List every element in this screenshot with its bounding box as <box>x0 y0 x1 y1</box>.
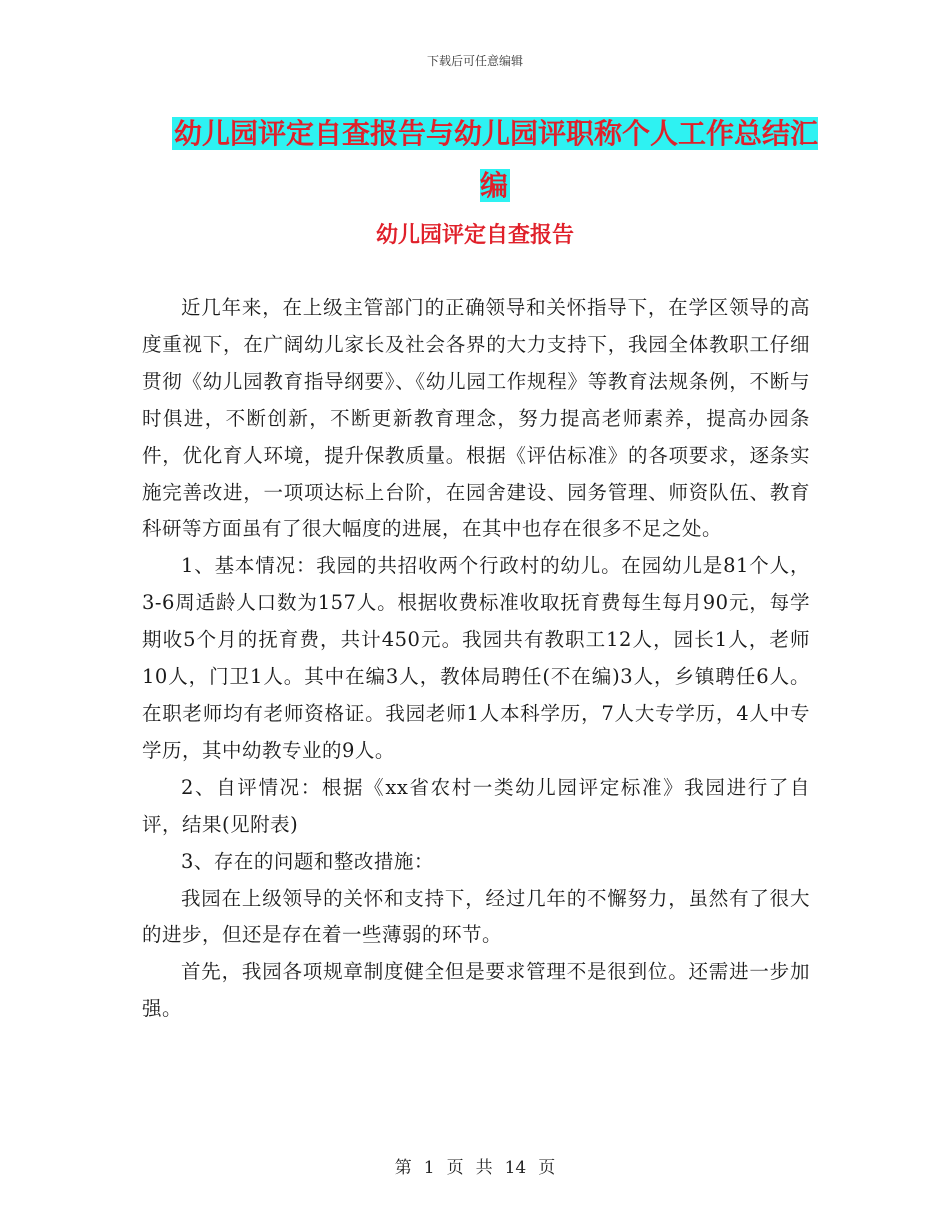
footer-page-number: 1 <box>423 1158 435 1178</box>
paragraph: 近几年来，在上级主管部门的正确领导和关怀指导下，在学区领导的高度重视下，在广阔幼儿家长及社会各界的大力支持下，我园全体教职工仔细贯彻《幼儿园教育指导纲要》、《幼儿园工作规程》等教育法规条例，不断与时俱进，不断创新，不断更新教育理念，努力提高老师素养，提高办园条件，优化育人环境，提升保教质量。根据《评估标准》的各项要求，逐条实施完善改进，一项项达标上台阶，在园舍建设、园务管理、师资队伍、教育科研等方面虽有了很大幅度的进展，在其中也存在很多不足之处。 <box>142 296 810 541</box>
footer-label-unit2: 页 <box>538 1158 556 1178</box>
document-body <box>142 290 810 1028</box>
paragraph: 我园在上级领导的关怀和支持下，经过几年的不懈努力，虽然有了很大的进步，但还是存在着一些薄弱的环节。 <box>142 886 810 947</box>
footer-label-total: 共 <box>475 1158 493 1178</box>
paragraph: 首先，我园各项规章制度健全但是要求管理不是很到位。还需进一步加强。 <box>142 960 810 1021</box>
section-title: 幼儿园评定自查报告 <box>375 223 574 248</box>
paragraph: 2、自评情况：根据《xx省农村一类幼儿园评定标准》我园进行了自评，结果(见附表) <box>142 775 810 836</box>
paragraph: 3、存在的问题和整改措施： <box>181 849 434 873</box>
footer-total-pages: 14 <box>504 1158 527 1178</box>
footer-label-unit: 页 <box>446 1158 464 1178</box>
page-footer <box>0 1153 950 1178</box>
header-note: 下载后可任意编辑 <box>426 54 523 68</box>
document-title-text: 幼儿园评定自查报告与幼儿园评职称个人工作总结汇编 <box>173 117 818 202</box>
footer-label-page: 第 <box>394 1158 412 1178</box>
paragraph: 1、基本情况：我园的共招收两个行政村的幼儿。在园幼儿是81个人，3-6周适龄人口数为157人。根据收费标准收取抚育费每生每月90元，每学期收5个月的抚育费，共计450元。我园共有教职工12人，园长1人，老师10人，门卫1人。其中在编3人，教体局聘任(不在编)3人，乡镇聘任6人。在职老师均有老师资格证。我园老师1人本科学历，7人大专学历，4人中专学历，其中幼教专业的9人。 <box>142 554 810 762</box>
document-title <box>170 108 820 212</box>
